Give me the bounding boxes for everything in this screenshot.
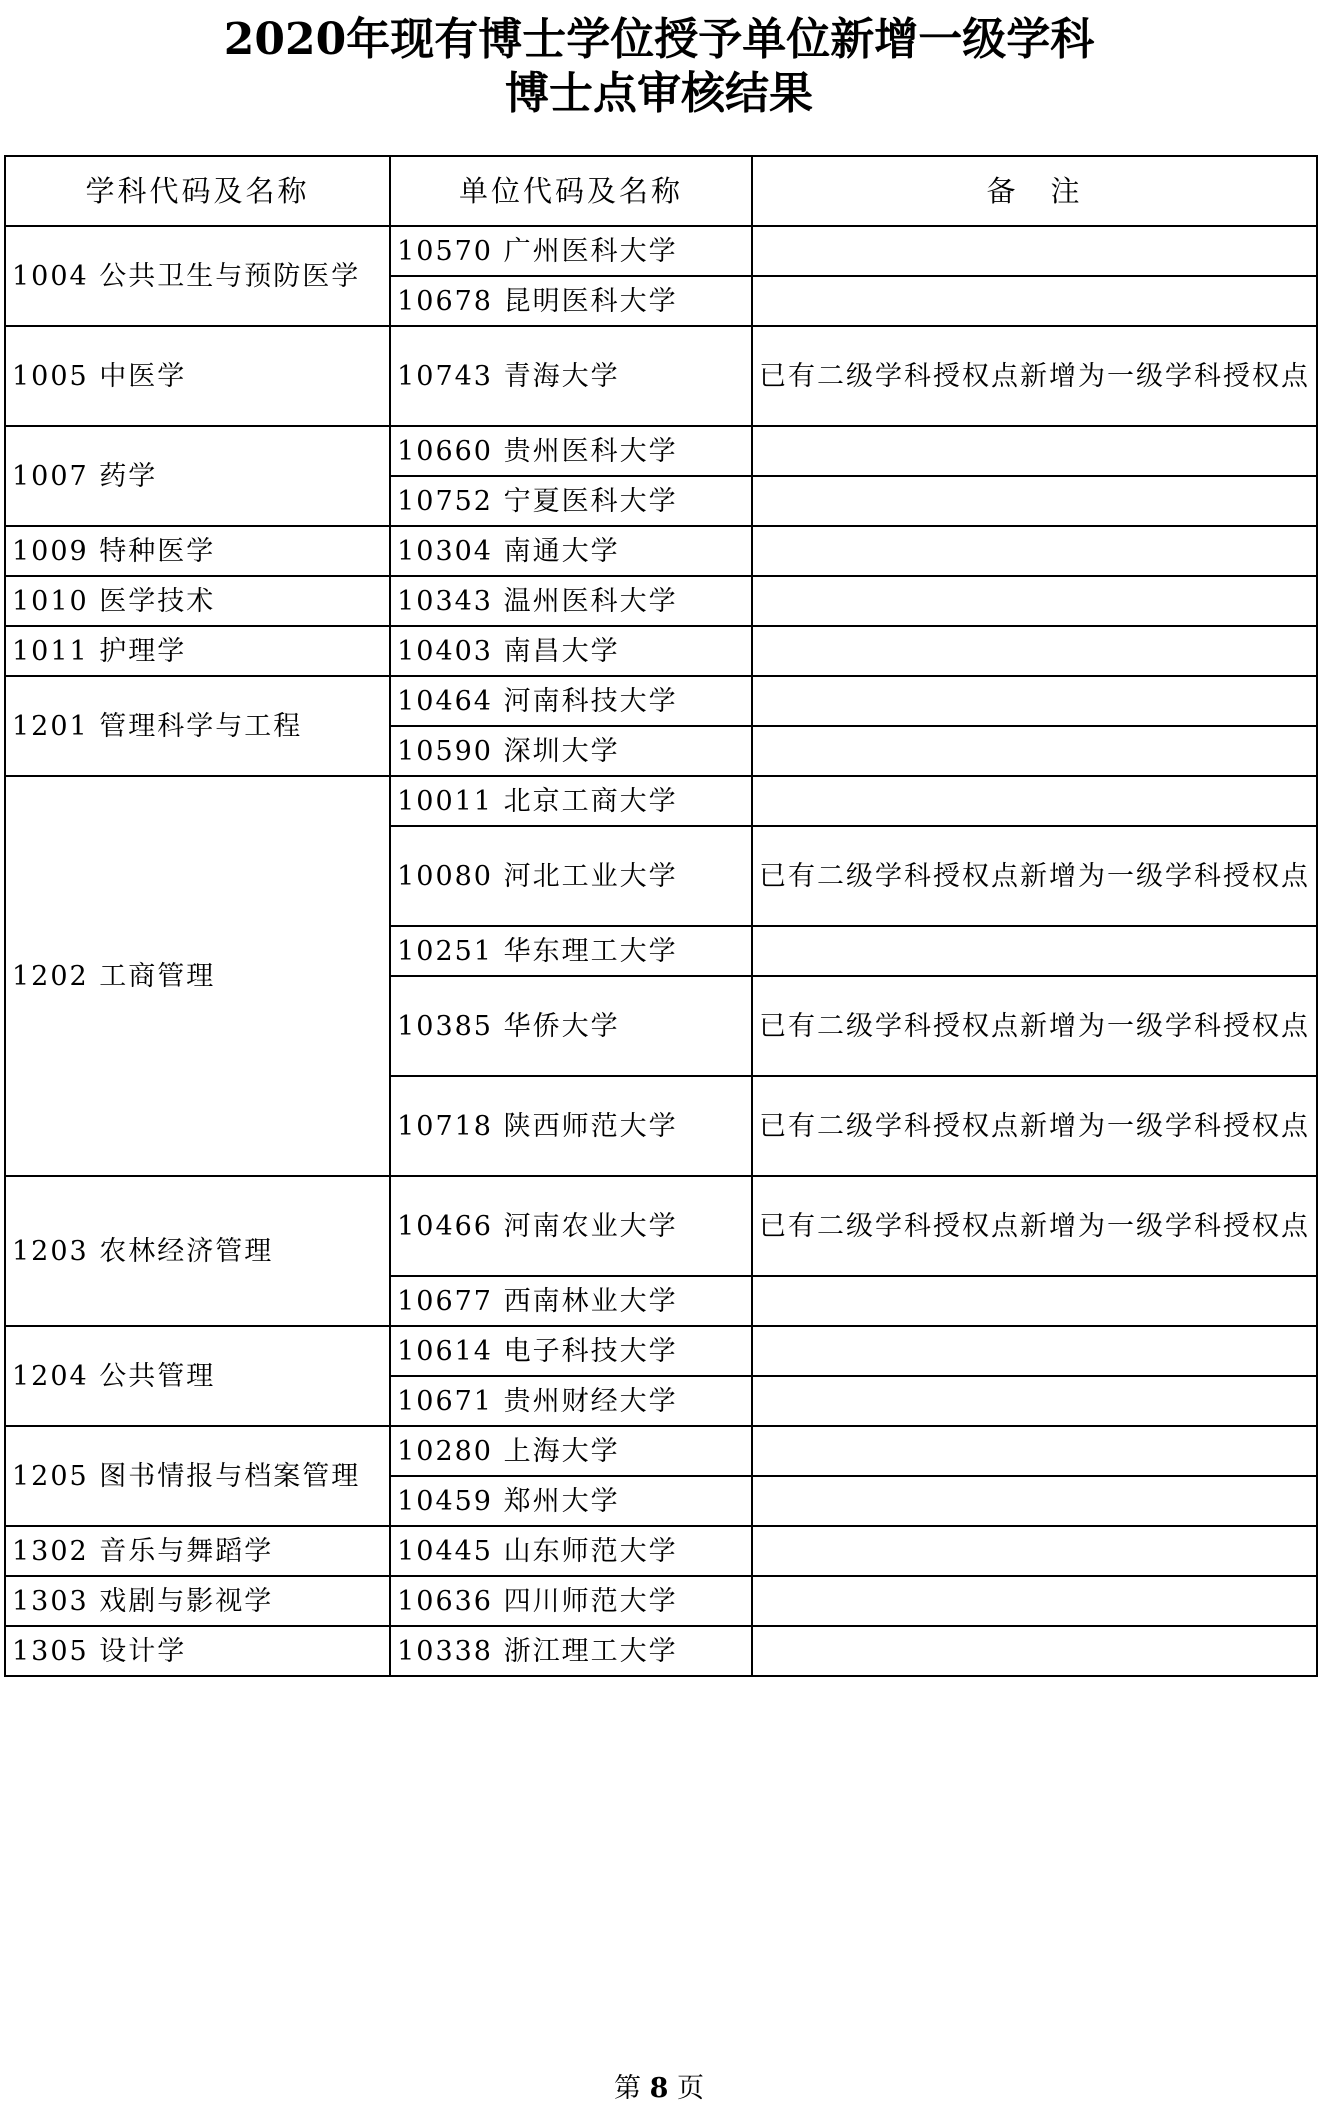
- header-note: 备 注: [752, 156, 1317, 226]
- subject-cell: 1305 设计学: [5, 1626, 390, 1676]
- note-cell: [752, 426, 1317, 476]
- header-subject: 学科代码及名称: [5, 156, 390, 226]
- unit-cell: 10464 河南科技大学: [390, 676, 752, 726]
- unit-cell: 10466 河南农业大学: [390, 1176, 752, 1276]
- subject-cell: 1303 戏剧与影视学: [5, 1576, 390, 1626]
- page-title-line-2: 博士点审核结果: [505, 68, 813, 119]
- note-cell: [752, 1376, 1317, 1426]
- page-title-line-1: 2020年现有博士学位授予单位新增一级学科: [223, 14, 1095, 65]
- unit-cell: 10385 华侨大学: [390, 976, 752, 1076]
- unit-cell: 10678 昆明医科大学: [390, 276, 752, 326]
- note-cell: [752, 676, 1317, 726]
- unit-cell: 10752 宁夏医科大学: [390, 476, 752, 526]
- unit-cell: 10590 深圳大学: [390, 726, 752, 776]
- note-cell: [752, 926, 1317, 976]
- table-header-row: [5, 156, 1317, 226]
- unit-cell: 10570 广州医科大学: [390, 226, 752, 276]
- subject-cell: 1202 工商管理: [5, 776, 390, 1176]
- unit-cell: 10011 北京工商大学: [390, 776, 752, 826]
- unit-cell: 10338 浙江理工大学: [390, 1626, 752, 1676]
- table-row: [5, 1526, 1317, 1576]
- note-cell: [752, 1326, 1317, 1376]
- subject-cell: 1302 音乐与舞蹈学: [5, 1526, 390, 1576]
- header-unit: 单位代码及名称: [390, 156, 752, 226]
- table-row: [5, 1326, 1317, 1376]
- table-row: [5, 1576, 1317, 1626]
- unit-cell: 10343 温州医科大学: [390, 576, 752, 626]
- note-cell: [752, 1476, 1317, 1526]
- note-cell: [752, 626, 1317, 676]
- subject-cell: 1011 护理学: [5, 626, 390, 676]
- subject-cell: 1009 特种医学: [5, 526, 390, 576]
- results-table: [4, 155, 1318, 1677]
- unit-cell: 10660 贵州医科大学: [390, 426, 752, 476]
- subject-cell: 1004 公共卫生与预防医学: [5, 226, 390, 326]
- subject-cell: 1010 医学技术: [5, 576, 390, 626]
- note-cell: [752, 276, 1317, 326]
- note-cell: [752, 576, 1317, 626]
- unit-cell: 10614 电子科技大学: [390, 1326, 752, 1376]
- unit-cell: 10671 贵州财经大学: [390, 1376, 752, 1426]
- subject-cell: 1201 管理科学与工程: [5, 676, 390, 776]
- unit-cell: 10459 郑州大学: [390, 1476, 752, 1526]
- note-cell: 已有二级学科授权点新增为一级学科授权点: [752, 1176, 1317, 1276]
- unit-cell: 10445 山东师范大学: [390, 1526, 752, 1576]
- unit-cell: 10403 南昌大学: [390, 626, 752, 676]
- note-cell: [752, 526, 1317, 576]
- note-cell: [752, 726, 1317, 776]
- table-row: [5, 676, 1317, 726]
- page-label-prefix: 第: [614, 2073, 641, 2104]
- note-cell: [752, 1426, 1317, 1476]
- page-label-suffix: 页: [676, 2073, 704, 2104]
- note-cell: 已有二级学科授权点新增为一级学科授权点: [752, 826, 1317, 926]
- note-cell: [752, 476, 1317, 526]
- unit-cell: 10677 西南林业大学: [390, 1276, 752, 1326]
- note-cell: [752, 1276, 1317, 1326]
- subject-cell: 1007 药学: [5, 426, 390, 526]
- table-row: [5, 1626, 1317, 1676]
- note-cell: [752, 226, 1317, 276]
- table-row: [5, 326, 1317, 426]
- subject-cell: 1203 农林经济管理: [5, 1176, 390, 1326]
- subject-cell: 1205 图书情报与档案管理: [5, 1426, 390, 1526]
- page-number: 8: [649, 2073, 669, 2104]
- unit-cell: 10743 青海大学: [390, 326, 752, 426]
- unit-cell: 10280 上海大学: [390, 1426, 752, 1476]
- table-row: [5, 226, 1317, 276]
- note-cell: [752, 1576, 1317, 1626]
- table-row: [5, 426, 1317, 476]
- table-row: [5, 1176, 1317, 1276]
- unit-cell: 10718 陕西师范大学: [390, 1076, 752, 1176]
- unit-cell: 10304 南通大学: [390, 526, 752, 576]
- table-row: [5, 576, 1317, 626]
- note-cell: [752, 1526, 1317, 1576]
- note-cell: 已有二级学科授权点新增为一级学科授权点: [752, 976, 1317, 1076]
- unit-cell: 10080 河北工业大学: [390, 826, 752, 926]
- table-row: [5, 526, 1317, 576]
- note-cell: 已有二级学科授权点新增为一级学科授权点: [752, 326, 1317, 426]
- table-row: [5, 776, 1317, 826]
- subject-cell: 1005 中医学: [5, 326, 390, 426]
- note-cell: 已有二级学科授权点新增为一级学科授权点: [752, 1076, 1317, 1176]
- note-cell: [752, 776, 1317, 826]
- page-footer: [0, 2073, 1318, 2105]
- note-cell: [752, 1626, 1317, 1676]
- subject-cell: 1204 公共管理: [5, 1326, 390, 1426]
- table-row: [5, 1426, 1317, 1476]
- unit-cell: 10636 四川师范大学: [390, 1576, 752, 1626]
- table-row: [5, 626, 1317, 676]
- unit-cell: 10251 华东理工大学: [390, 926, 752, 976]
